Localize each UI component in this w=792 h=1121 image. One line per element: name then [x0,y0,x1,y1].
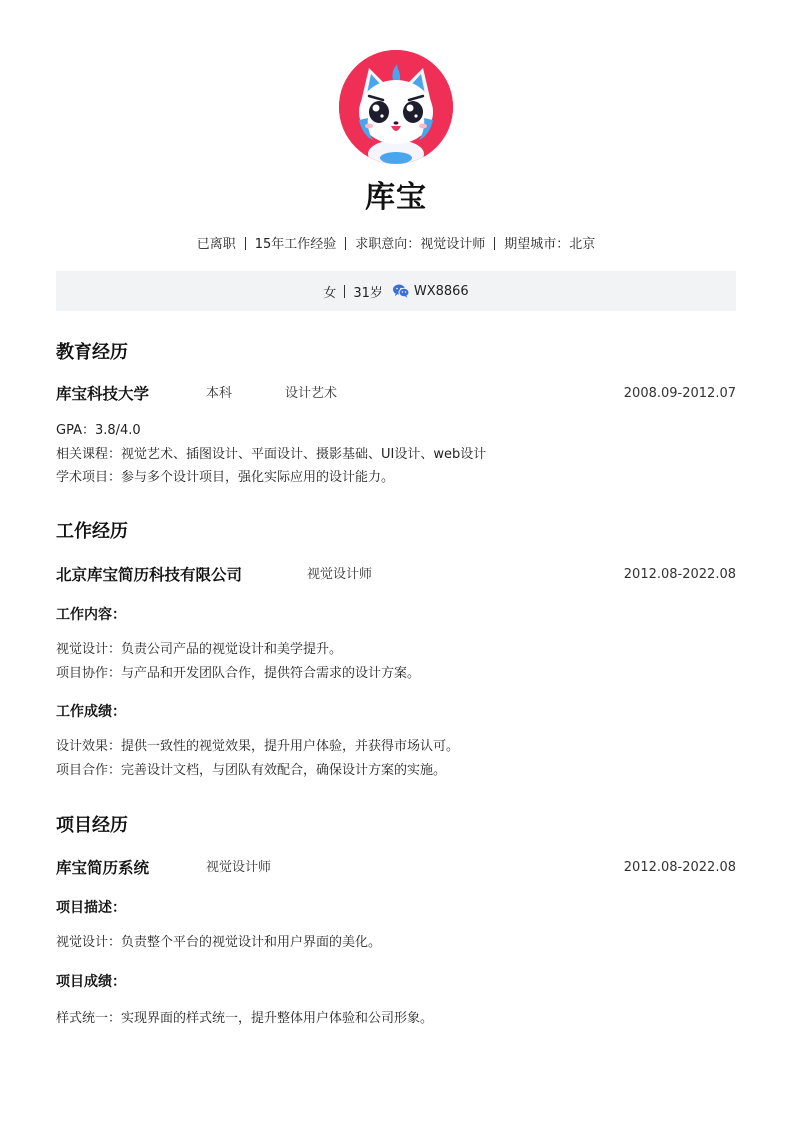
project-name: 库宝简历系统 [56,859,150,877]
list-item: 相关课程：视觉艺术、插图设计、平面设计、摄影基础、UI设计、web设计 [56,446,487,462]
experience-years: 15年工作经验 [254,237,337,252]
project-results [56,1007,736,1031]
candidate-name: 库宝 [365,180,427,215]
employment-status: 已离职 [196,237,236,252]
company-name: 北京库宝简历科技有限公司 [56,566,243,584]
list-item: 项目协作：与产品和开发团队合作，提供符合需求的设计方案。 [56,665,421,681]
divider [245,237,246,250]
work-results-heading: 工作成绩： [56,704,126,720]
education-title: 教育经历 [56,342,128,363]
job-role: 视觉设计师 [307,567,373,582]
list-item: 视觉设计：负责整个平台的视觉设计和用户界面的美化。 [56,935,382,950]
project-results-heading: 项目成绩： [56,974,126,990]
list-item: GPA：3.8/4.0 [56,423,141,438]
target-city: 期望城市：北京 [504,237,596,252]
work-header [56,563,736,587]
contact-bar [56,271,736,311]
list-item: 视觉设计：负责公司产品的视觉设计和美学提升。 [56,642,343,657]
divider [344,285,345,298]
school-name: 库宝科技大学 [56,385,150,403]
education-date: 2008.09-2012.07 [623,386,736,401]
project-date: 2012.08-2022.08 [623,860,736,875]
project-title: 项目经历 [56,815,128,836]
list-item: 项目合作：完善设计文档，与团队有效配合，确保设计方案的实施。 [56,762,447,778]
avatar [339,50,453,164]
education-header [56,382,736,406]
age: 31岁 [353,285,383,301]
work-results [56,735,736,782]
divider [494,237,495,250]
divider [345,237,346,250]
list-item: 样式统一：实现界面的样式统一，提升整体用户体验和公司形象。 [56,1011,434,1026]
work-title: 工作经历 [56,521,128,542]
cat-mascot-icon [339,50,453,164]
project-desc-heading: 项目描述： [56,900,126,916]
work-content-heading: 工作内容： [56,607,126,623]
project-role: 视觉设计师 [206,860,272,875]
major: 设计艺术 [285,386,338,401]
education-details [56,419,736,490]
work-content [56,638,736,685]
work-date: 2012.08-2022.08 [623,567,736,582]
gender: 女 [323,285,337,301]
project-desc [56,931,736,955]
profile-summary [0,235,792,255]
wechat-icon [393,284,409,298]
degree: 本科 [206,386,233,401]
wechat-id: WX8866 [413,283,469,299]
target-position: 求职意向：视觉设计师 [355,237,486,252]
list-item: 设计效果：提供一致性的视觉效果，提升用户体验，并获得市场认可。 [56,739,460,754]
list-item: 学术项目：参与多个设计项目，强化实际应用的设计能力。 [56,470,395,485]
project-header [56,856,736,880]
